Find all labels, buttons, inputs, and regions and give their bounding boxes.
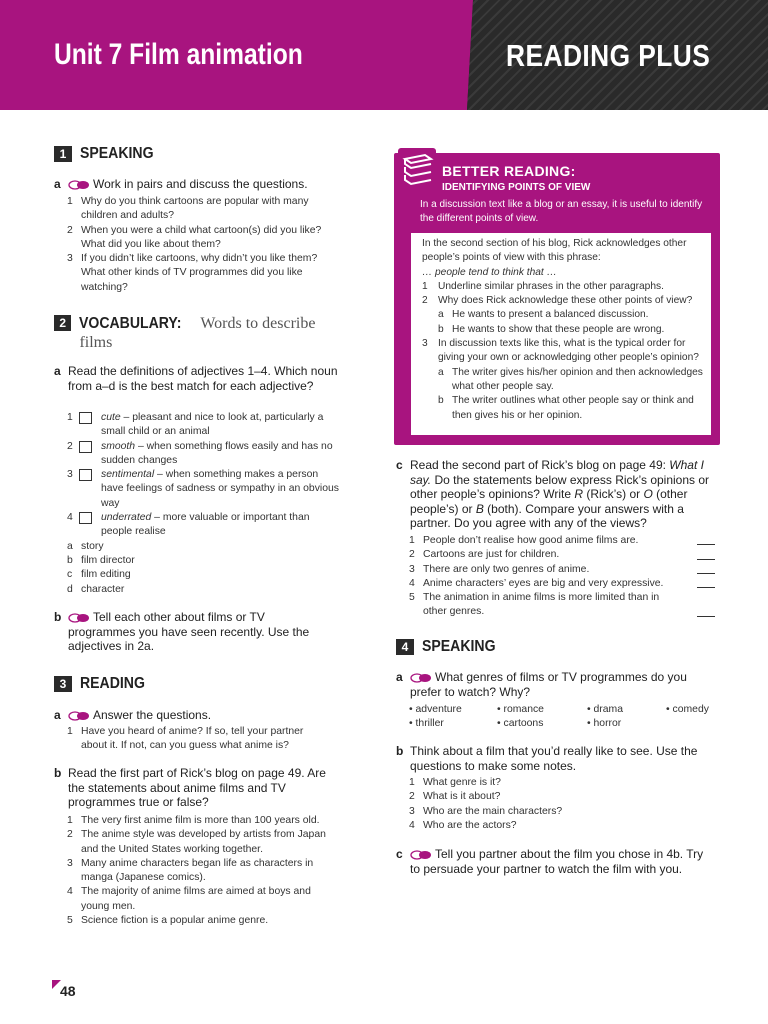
question-letter: a [54, 177, 61, 191]
list-item: 4 Anime characters’ eyes are big and very expressive. [409, 577, 715, 591]
answer-box[interactable] [79, 512, 92, 524]
better-reading-subtitle: IDENTIFYING POINTS OF VIEW [442, 182, 591, 193]
vocab-definitions [67, 411, 339, 597]
list-item: 4 The majority of anime films are aimed at boys and young men. [67, 886, 311, 912]
list-item: 1 The very first anime film is more than 100 years old. [67, 815, 320, 826]
genre-item: • drama [587, 704, 623, 715]
section-speaking-4 [396, 638, 506, 656]
unit-title: Unit 7 Film animation [54, 38, 303, 71]
genre-item: • horror [587, 718, 622, 729]
genre-item: • comedy [666, 704, 709, 715]
list-item: 3 In discussion texts like this, what is the typical order for giving your own or acknowledging other people’s opinion? [422, 338, 699, 364]
answer-blank[interactable] [697, 573, 715, 574]
reading-c-list [409, 534, 715, 620]
answer-box[interactable] [79, 412, 92, 424]
better-reading-title: BETTER READING: [442, 163, 576, 179]
reading-b-list [67, 814, 339, 928]
list-item: 1 Have you heard of anime? If so, tell your partner about it. If not, can you guess what anime is? [67, 726, 304, 752]
genre-item: • cartoons [497, 718, 544, 729]
list-item: 2 Cartoons are just for children. [409, 548, 715, 562]
pair-work-icon [410, 850, 432, 860]
section-number: 4 [396, 639, 414, 655]
section-reading [54, 675, 154, 693]
genre-item: • adventure [409, 704, 462, 715]
pair-work-icon [68, 180, 90, 190]
definition-item: 1 cute – pleasant and nice to look at, particularly a small child or an animal [67, 412, 324, 438]
vocab-b: b Tell each other about films or TV programmes you have seen recently. Use the adjectives in 2a. [54, 610, 310, 653]
list-subitem: b The writer outlines what other people say or think and then gives his or her opinion. [438, 395, 694, 421]
list-item: 3 Who are the main characters? [409, 805, 563, 817]
noun-item: d character [67, 583, 125, 595]
list-subitem: a The writer gives his/her opinion and then acknowledges what other people say. [438, 366, 703, 392]
answer-box[interactable] [79, 441, 92, 453]
better-reading-content [411, 233, 711, 435]
list-subitem: b He wants to show that these people are wrong. [438, 323, 665, 335]
section-title: SPEAKING [80, 145, 154, 162]
question-text: Read the definitions of adjectives 1–4. Which noun from a–d is the best match for each adjective? [68, 364, 338, 393]
section-title: SPEAKING [422, 638, 496, 655]
genre-item: • thriller [409, 718, 444, 729]
pair-work-icon [68, 613, 90, 623]
list-item: 1 What genre is it? [409, 777, 501, 788]
list-item: 2 Why does Rick acknowledge these other points of view? [422, 295, 693, 307]
better-reading-intro: In a discussion text like a blog or an essay, it is useful to identify the different points of view. [420, 199, 703, 224]
answer-blank[interactable] [697, 559, 715, 560]
answer-blank[interactable] [697, 544, 715, 545]
pair-work-icon [410, 673, 432, 683]
list-item: 3 If you didn’t like cartoons, why didn’t you like them? What other kinds of TV programmes did you like watching? [67, 253, 318, 293]
list-item: 5 The animation in anime films is more limited than in other genres. [409, 591, 715, 620]
list-item: 3 Many anime characters began life as characters in manga (Japanese comics). [67, 857, 314, 884]
question-text: Tell each other about films or TV programmes you have seen recently. Use the adjectives in 2a. [68, 610, 310, 653]
reading-b: b Read the first part of Rick’s blog on page 49. Are the statements about anime films and TV programmes true or false? [54, 766, 344, 810]
book-stack-icon [397, 147, 437, 187]
question-text: Tell you partner about the film you chose in 4b. Try to persuade your partner to watch the film with you. [410, 847, 704, 876]
list-item: 1 Why do you think cartoons are popular with many children and adults? [67, 196, 309, 222]
list-subitem: a He wants to present a balanced discussion. [438, 309, 649, 321]
question-text: Read the first part of Rick’s blog on page 49. Are the statements about anime films and TV programmes true or false? [68, 766, 326, 809]
speaking4-b-list [409, 776, 709, 833]
vocab-a: a Read the definitions of adjectives 1–4. Which noun from a–d is the best match for each adjective? [54, 364, 344, 393]
question-text: Think about a film that you’d really like to see. Use the questions to make some notes. [410, 744, 698, 773]
genre-item: • romance [497, 704, 544, 715]
definition-item: 3 sentimental – when something makes a person have feelings of sadness or sympathy in an obvious way [67, 469, 339, 509]
reading-a-list [67, 725, 327, 754]
list-item: 4 Who are the actors? [409, 819, 517, 831]
speaking4-a: a What genres of films or TV programmes do you prefer to watch? Why? [396, 670, 687, 699]
speaking4-c: c Tell you partner about the film you chose in 4b. Try to persuade your partner to watch the film with you. [396, 847, 704, 876]
reading-c: c Read the second part of Rick’s blog on page 49: What I say. Do the statements below express Rick’s opinions or other people’s opinions? Write R (Rick’s) or O (other people’s) or B (both). Compare your answers with a partner. Do you agree with any of the views? [396, 458, 714, 531]
section-subtitle: Words to describe films [79, 315, 316, 351]
section-title: VOCABULARY: [79, 315, 182, 332]
noun-item: b film director [67, 554, 135, 566]
speaking4-b: b Think about a film that you’d really like to see. Use the questions to make some notes. [396, 744, 716, 773]
speaking1-a [54, 177, 354, 192]
page-number: 48 [60, 983, 76, 999]
definition-item: 4 underrated – more valuable or important than people realise [67, 512, 310, 538]
section-number: 3 [54, 676, 72, 692]
reading-a: a Answer the questions. [54, 708, 212, 722]
list-item: 2 What is it about? [409, 791, 501, 803]
definition-item: 2 smooth – when something flows easily and has no sudden changes [67, 440, 333, 466]
question-text: Answer the questions. [93, 708, 212, 722]
question-text: What genres of films or TV programmes do you prefer to watch? Why? [410, 670, 687, 699]
section-speaking-1 [54, 145, 164, 163]
speaking1-list [67, 195, 327, 295]
reading-plus-badge: READING PLUS [505, 38, 710, 73]
answer-box[interactable] [79, 469, 92, 481]
list-item: 2 When you were a child what cartoon(s) did you like? What did you like about them? [67, 224, 322, 250]
answer-blank[interactable] [697, 616, 715, 617]
list-item: 3 There are only two genres of anime. [409, 563, 715, 577]
section-number: 2 [54, 315, 71, 331]
list-item: 1 Underline similar phrases in the other paragraphs. [422, 280, 664, 292]
list-item: 5 Science fiction is a popular anime genre. [67, 915, 269, 927]
list-item: 1 People don’t realise how good anime films are. [409, 534, 715, 548]
section-title: READING [80, 675, 145, 692]
section-number: 1 [54, 146, 72, 162]
section-vocabulary [54, 314, 344, 352]
list-item: 2 The anime style was developed by artists from Japan and the United States working together. [67, 829, 326, 855]
lead-text: In the second section of his blog, Rick acknowledges other people’s points of view with this phrase: [422, 238, 687, 264]
phrase-text: … people tend to think that … [422, 266, 557, 278]
question-text: Read the second part of Rick’s blog on page 49: What I say. Do the statements below express Rick’s opinions or other people’s opinions? Write R (Rick’s) or O (other people’s) or B (both). Compare your answers with a partner. Do you agree with any of the views? [410, 458, 710, 530]
answer-blank[interactable] [697, 587, 715, 588]
question-text: Work in pairs and discuss the questions. [93, 177, 308, 191]
noun-item: c film editing [67, 569, 131, 581]
pair-work-icon [68, 711, 90, 721]
noun-item: a story [67, 540, 104, 552]
